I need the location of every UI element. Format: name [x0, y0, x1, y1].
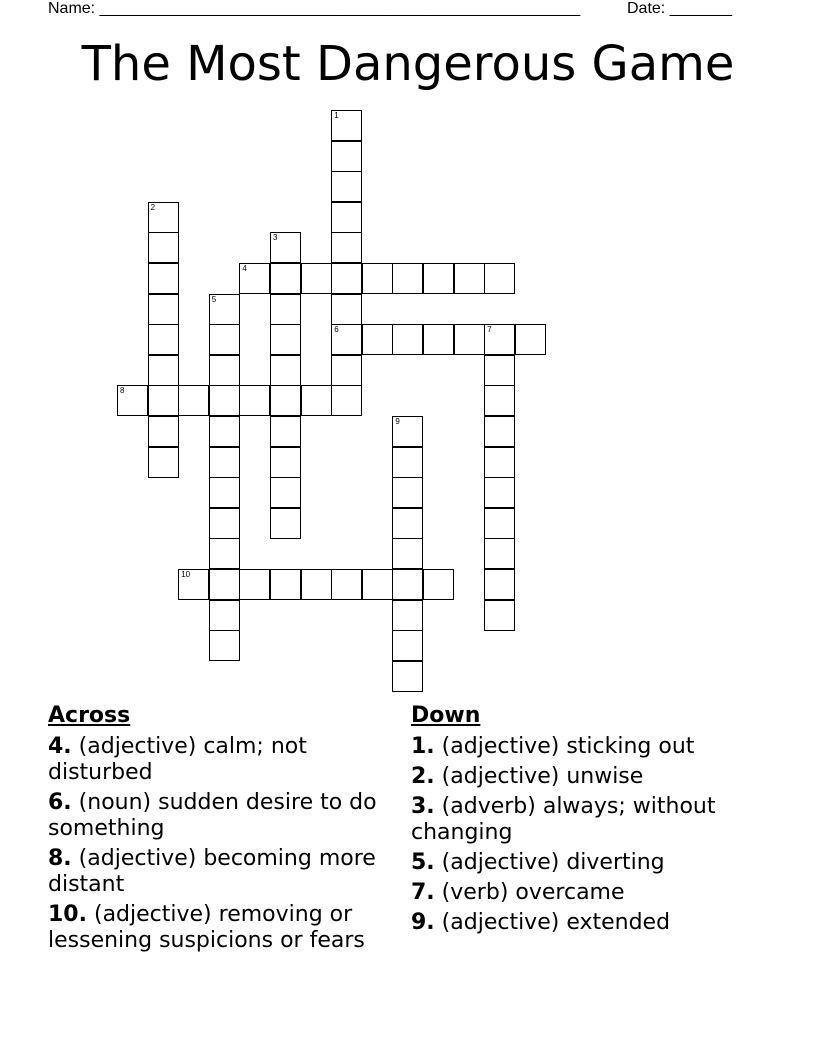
clue-item-number: 10.: [48, 902, 87, 927]
clue-number: 6: [334, 325, 339, 335]
grid-cell[interactable]: [270, 385, 301, 416]
clue-item: [48, 790, 408, 842]
across-clue-list: [48, 734, 408, 954]
grid-cell[interactable]: [270, 263, 301, 294]
grid-cell[interactable]: [392, 477, 423, 508]
grid-cell[interactable]: [209, 355, 240, 386]
down-clues: [411, 702, 771, 940]
grid-cell[interactable]: [270, 477, 301, 508]
grid-cell[interactable]: [209, 600, 240, 631]
clue-item-text: (adjective) calm; not disturbed: [48, 734, 307, 785]
grid-cell[interactable]: [239, 385, 270, 416]
grid-cell[interactable]: [392, 416, 423, 447]
grid-cell[interactable]: [270, 416, 301, 447]
clue-item: [411, 794, 771, 846]
across-heading: Across: [48, 703, 131, 728]
grid-cell[interactable]: [392, 538, 423, 569]
grid-cell[interactable]: [270, 508, 301, 539]
clue-number: 1: [334, 111, 339, 120]
grid-cell[interactable]: [362, 569, 393, 600]
clue-item-number: 8.: [48, 846, 72, 871]
clue-item-text: (verb) overcame: [441, 880, 625, 905]
grid-cell[interactable]: [484, 324, 515, 355]
grid-cell[interactable]: [209, 416, 240, 447]
grid-cell[interactable]: [515, 324, 546, 355]
clue-number: 5: [211, 294, 217, 304]
clue-item-number: 1.: [411, 734, 435, 759]
grid-cell[interactable]: [484, 355, 515, 386]
grid-cell[interactable]: [484, 385, 515, 416]
clue-item-text: (adjective) extended: [441, 910, 671, 935]
grid-cell[interactable]: [484, 569, 515, 600]
grid-cell[interactable]: [239, 569, 270, 600]
grid-cell[interactable]: [209, 538, 240, 569]
grid-cell[interactable]: [392, 508, 423, 539]
grid-cell[interactable]: [392, 600, 423, 631]
grid-cell[interactable]: [423, 569, 454, 600]
clue-item-text: (noun) sudden desire to do something: [48, 790, 377, 841]
grid-cell[interactable]: [331, 202, 362, 233]
clue-item-number: 5.: [411, 850, 435, 875]
page-title: The Most Dangerous Game: [81, 36, 735, 92]
grid-cell[interactable]: [484, 477, 515, 508]
clue-item-text: (adjective) unwise: [441, 764, 644, 789]
grid-cell[interactable]: [148, 355, 179, 386]
clue-number: 8: [120, 386, 125, 396]
clue-number: 9: [395, 417, 400, 426]
grid-cell[interactable]: [484, 538, 515, 569]
grid-cell[interactable]: [484, 508, 515, 539]
grid-cell[interactable]: [423, 324, 454, 355]
grid-cell[interactable]: [209, 569, 240, 600]
grid-cell[interactable]: [331, 263, 362, 294]
clue-item-number: 9.: [411, 910, 435, 935]
clue-number: 4: [242, 264, 247, 273]
grid-cell[interactable]: [392, 324, 423, 355]
grid-cell[interactable]: [209, 630, 240, 661]
grid-cell[interactable]: [148, 232, 179, 263]
clue-item-text: (adjective) diverting: [441, 850, 665, 875]
grid-cell[interactable]: [209, 324, 240, 355]
clue-item: [48, 902, 408, 954]
name-field-line[interactable]: Name: ______________________________________________________: [48, 0, 581, 17]
grid-cell[interactable]: [392, 630, 423, 661]
grid-cell[interactable]: [301, 569, 332, 600]
grid-cell[interactable]: [209, 508, 240, 539]
grid-cell[interactable]: [484, 263, 515, 294]
date-field-line[interactable]: Date: _______: [627, 0, 732, 17]
grid-cell[interactable]: [270, 232, 301, 263]
grid-cell[interactable]: [331, 569, 362, 600]
grid-cell[interactable]: [209, 385, 240, 416]
clue-item-text: (adverb) always; without changing: [411, 794, 716, 845]
grid-cell[interactable]: [331, 385, 362, 416]
grid-cell[interactable]: [209, 294, 240, 325]
grid-cell[interactable]: [331, 141, 362, 172]
grid-cell[interactable]: [484, 447, 515, 478]
down-heading: Down: [411, 703, 481, 728]
clue-item-number: 7.: [411, 880, 435, 905]
grid-cell[interactable]: [148, 294, 179, 325]
clue-number: 10: [181, 570, 191, 579]
grid-cell[interactable]: [209, 447, 240, 478]
clue-item: [411, 764, 771, 790]
grid-cell[interactable]: [392, 263, 423, 294]
grid-cell[interactable]: [331, 171, 362, 202]
grid-cell[interactable]: [148, 324, 179, 355]
grid-cell[interactable]: [117, 385, 148, 416]
grid-cell[interactable]: [270, 324, 301, 355]
down-clue-list: [411, 734, 771, 936]
grid-cell[interactable]: [362, 324, 393, 355]
grid-cell[interactable]: [148, 202, 179, 233]
clue-item-number: 4.: [48, 734, 72, 759]
grid-cell[interactable]: [178, 385, 209, 416]
clue-item-text: (adjective) removing or lessening suspicions or fears: [48, 902, 365, 953]
clue-item: [411, 850, 771, 876]
grid-cell[interactable]: [270, 569, 301, 600]
clue-number: 2: [150, 202, 156, 212]
grid-cell[interactable]: [331, 294, 362, 325]
grid-cell[interactable]: [148, 447, 179, 478]
grid-cell[interactable]: [209, 477, 240, 508]
grid-cell[interactable]: [362, 263, 393, 294]
grid-cell[interactable]: [454, 324, 485, 355]
grid-cell[interactable]: [392, 569, 423, 600]
grid-cell[interactable]: [270, 355, 301, 386]
clue-item-text: (adjective) becoming more distant: [48, 846, 376, 897]
grid-cell[interactable]: [331, 324, 362, 355]
clue-number: 3: [273, 233, 278, 243]
clue-item: [48, 734, 408, 786]
grid-cell[interactable]: [484, 600, 515, 631]
grid-cell[interactable]: [392, 447, 423, 478]
grid-cell[interactable]: [331, 355, 362, 386]
clue-item-number: 2.: [411, 764, 435, 789]
clue-item-number: 3.: [411, 794, 435, 819]
clue-number: 7: [487, 325, 492, 335]
grid-cell[interactable]: [178, 569, 209, 600]
grid-cell[interactable]: [423, 263, 454, 294]
grid-cell[interactable]: [331, 232, 362, 263]
clue-item: [48, 846, 408, 898]
clue-item-number: 6.: [48, 790, 72, 815]
clue-item: [411, 880, 771, 906]
grid-cell[interactable]: [148, 416, 179, 447]
grid-cell[interactable]: [331, 110, 362, 141]
grid-cell[interactable]: [148, 385, 179, 416]
clue-item: [411, 734, 771, 760]
grid-cell[interactable]: [301, 385, 332, 416]
grid-cell[interactable]: [484, 416, 515, 447]
across-clues: [48, 702, 408, 958]
clue-item: [411, 910, 771, 936]
grid-cell[interactable]: [239, 263, 270, 294]
grid-cell[interactable]: [301, 263, 332, 294]
grid-cell[interactable]: [392, 661, 423, 692]
grid-cell[interactable]: [148, 263, 179, 294]
clue-item-text: (adjective) sticking out: [441, 734, 695, 759]
grid-cell[interactable]: [270, 294, 301, 325]
grid-cell[interactable]: [270, 447, 301, 478]
grid-cell[interactable]: [454, 263, 485, 294]
